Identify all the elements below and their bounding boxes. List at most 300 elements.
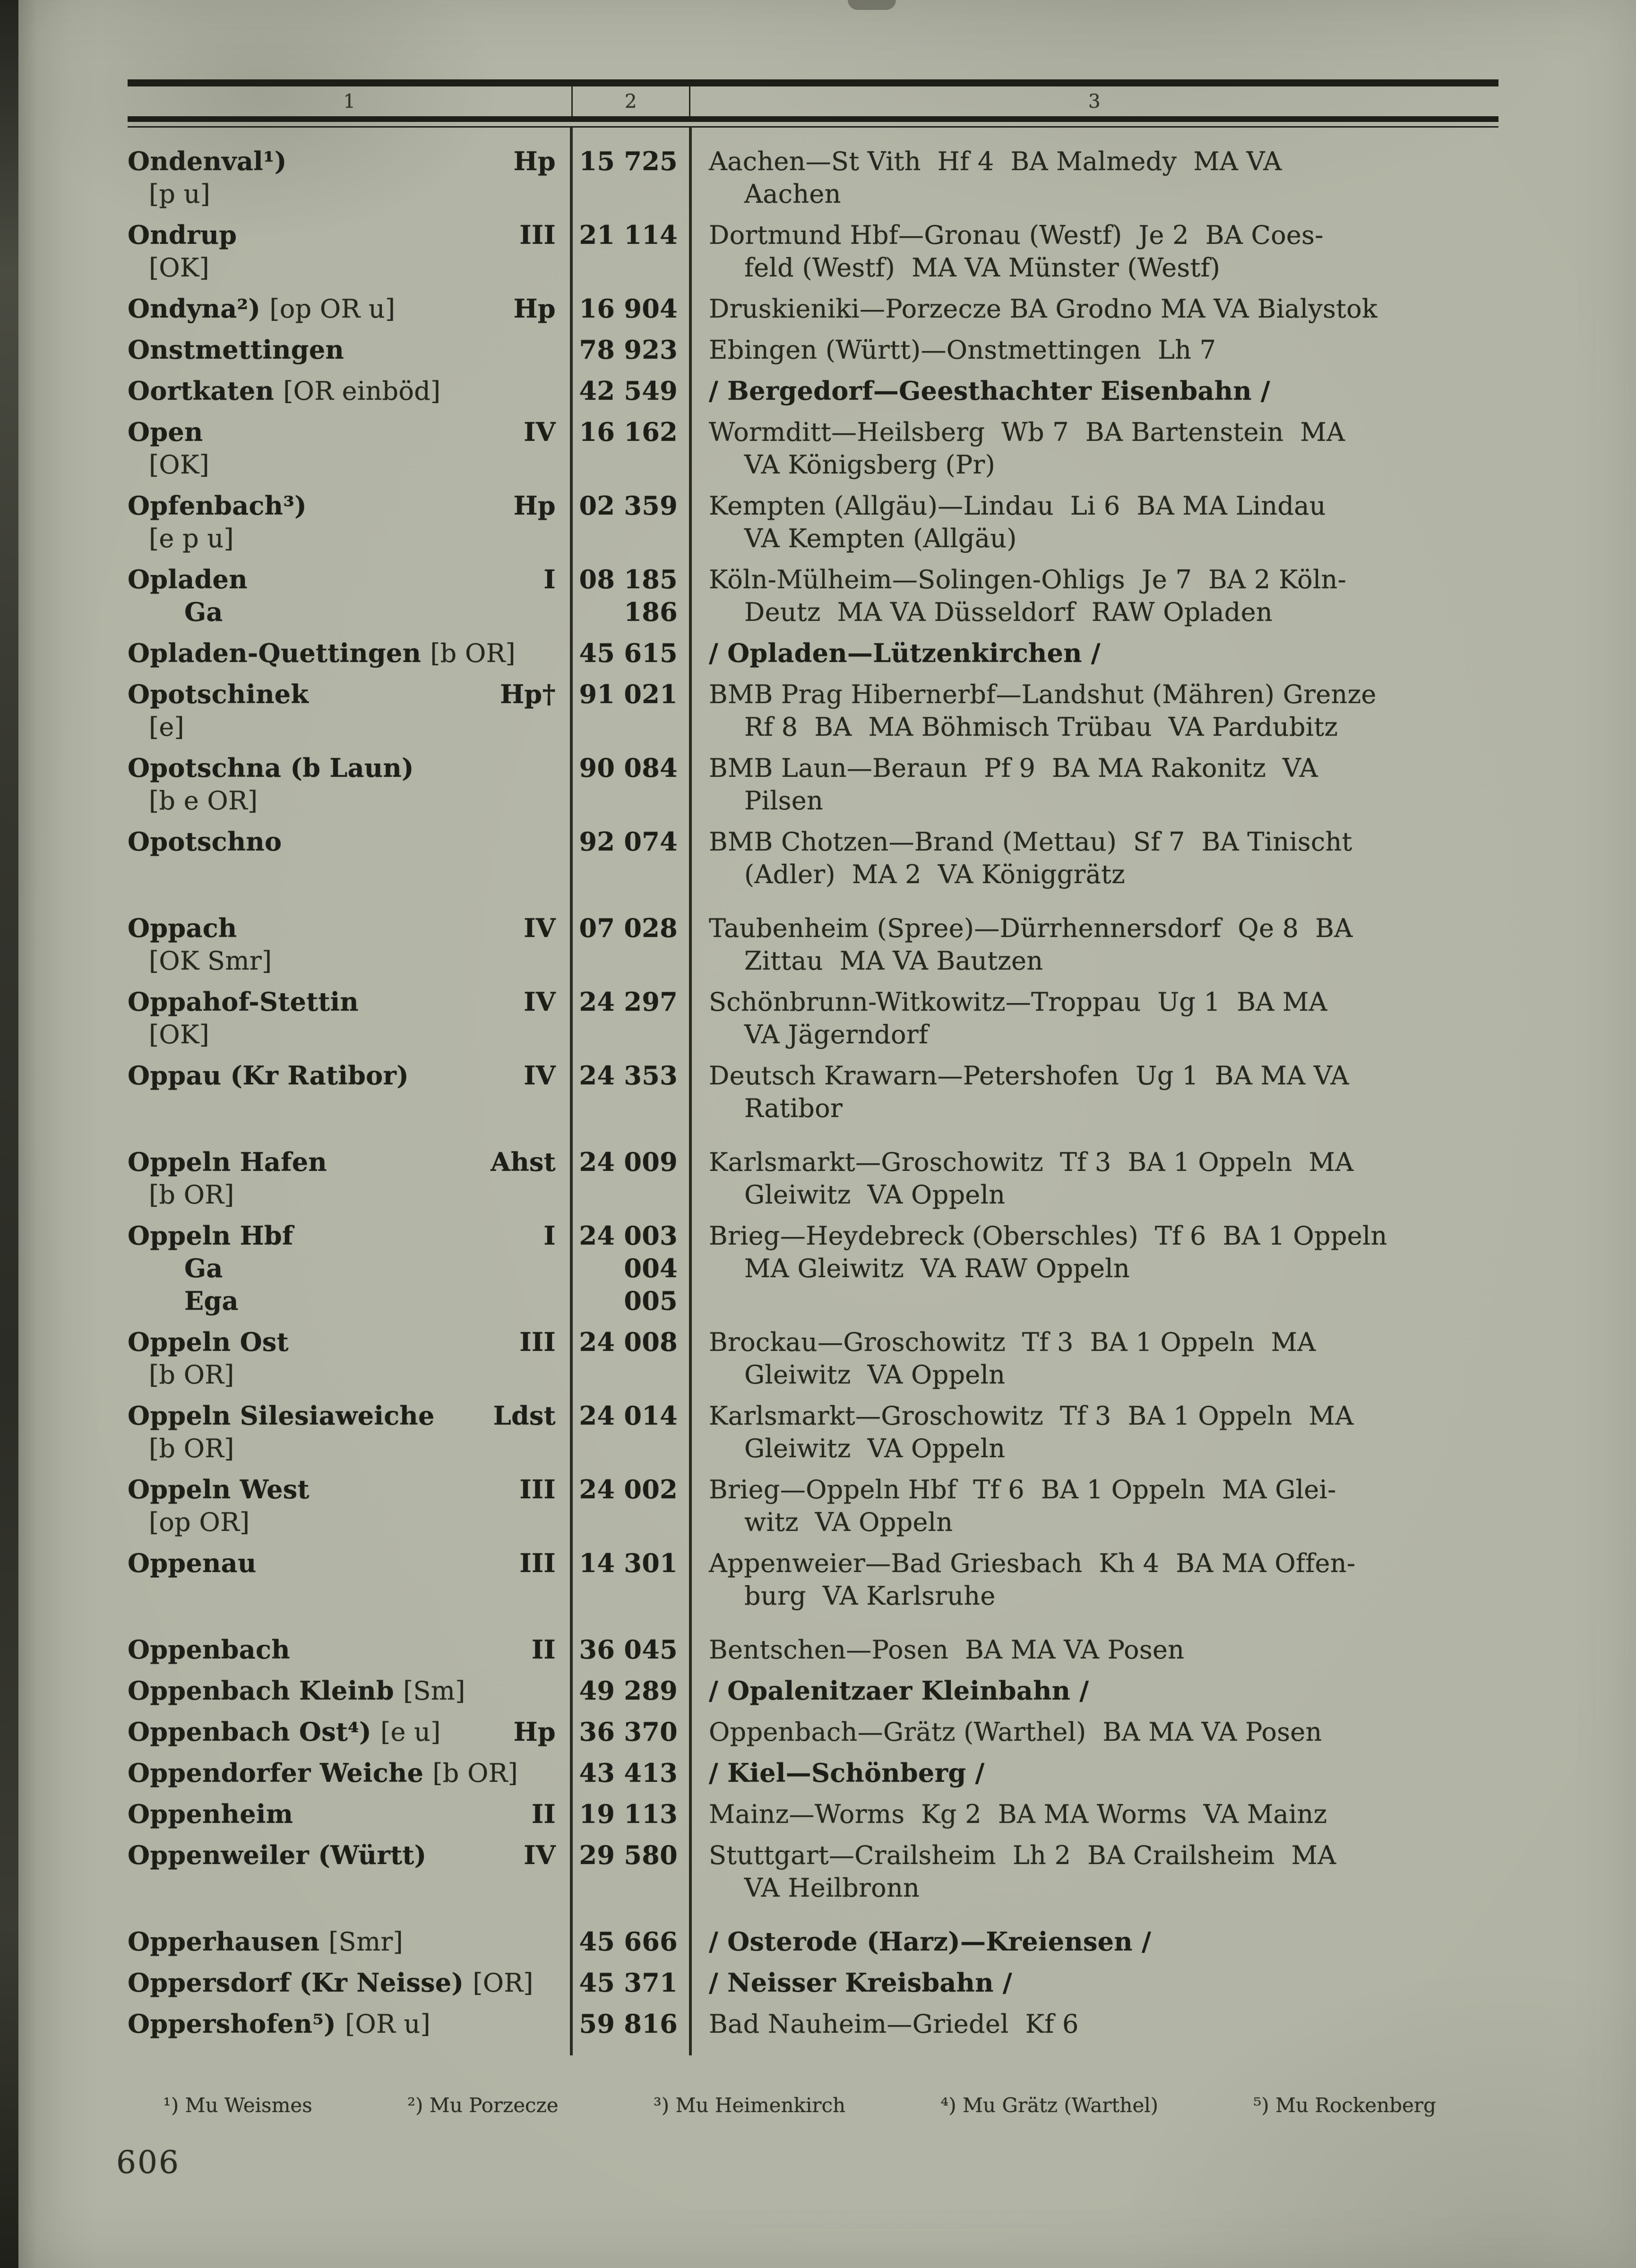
route-cell bbox=[690, 679, 1498, 744]
station-annotation: [b OR] bbox=[149, 1435, 234, 1464]
station-number: 36 370 bbox=[579, 1718, 678, 1748]
station-number: 59 816 bbox=[579, 2010, 678, 2040]
station-name-cell bbox=[128, 1717, 571, 1749]
table-row bbox=[128, 1548, 1498, 1613]
route-line: Gleiwitz VA Oppeln bbox=[744, 1435, 1006, 1464]
route-cell bbox=[690, 220, 1498, 285]
route-line: Mainz—Worms Kg 2 BA MA Worms VA Mainz bbox=[709, 1800, 1327, 1830]
station-number-cell bbox=[571, 679, 690, 744]
station-name-cell bbox=[128, 376, 571, 408]
station-number-cell bbox=[571, 564, 690, 629]
table-top-rule bbox=[128, 79, 1498, 86]
route-line: (Adler) MA 2 VA Königgrätz bbox=[744, 860, 1125, 890]
station-number-cell bbox=[571, 2009, 690, 2041]
station-name-line bbox=[128, 1286, 571, 1318]
station-name-line bbox=[128, 1253, 571, 1286]
station-name-line bbox=[128, 1926, 571, 1959]
route-line: witz VA Oppeln bbox=[744, 1508, 953, 1538]
route-cell bbox=[690, 1758, 1498, 1790]
route-line: VA Heilbronn bbox=[744, 1874, 920, 1904]
station-name-line bbox=[128, 449, 571, 482]
route-cell bbox=[690, 1967, 1498, 2000]
station-name: Ondrup bbox=[128, 221, 237, 251]
route-line: Appenweier—Bad Griesbach Kh 4 BA MA Offen- bbox=[709, 1549, 1356, 1579]
table-row bbox=[128, 987, 1498, 1052]
station-name-cell bbox=[128, 1400, 571, 1466]
route-line: MA Gleiwitz VA RAW Oppeln bbox=[744, 1254, 1130, 1284]
station-annotation: [OK] bbox=[149, 254, 209, 284]
station-name-line bbox=[128, 1758, 571, 1790]
route-line: Schönbrunn-Witkowitz—Troppau Ug 1 BA MA bbox=[709, 988, 1327, 1018]
route-line: Ratibor bbox=[744, 1094, 843, 1124]
station-name: Oppeln West bbox=[128, 1476, 310, 1505]
station-name-line bbox=[128, 1548, 571, 1581]
route-line: / Osterode (Harz)—Kreiensen / bbox=[709, 1928, 1151, 1958]
route-line: Pilsen bbox=[744, 787, 824, 816]
station-name: Oppach bbox=[128, 914, 237, 944]
footnote-3: ³) Mu Heimenkirch bbox=[653, 2095, 846, 2118]
route-line: Bad Nauheim—Griedel Kf 6 bbox=[709, 2010, 1079, 2040]
route-cell bbox=[690, 753, 1498, 818]
route-cell bbox=[690, 826, 1498, 892]
route-line: Oppenbach—Grätz (Warthel) BA MA VA Posen bbox=[709, 1718, 1322, 1748]
station-name: Oppeln Ost bbox=[128, 1328, 289, 1358]
route-line: Rf 8 BA MA Böhmisch Trübau VA Pardubitz bbox=[744, 713, 1338, 743]
route-cell bbox=[690, 564, 1498, 629]
station-name-cell bbox=[128, 1926, 571, 1959]
station-name-line bbox=[128, 1840, 571, 1873]
station-number-cell bbox=[571, 1634, 690, 1667]
station-annotation: [b OR] bbox=[430, 639, 516, 669]
route-line: Stuttgart—Crailsheim Lh 2 BA Crailsheim MA bbox=[709, 1841, 1336, 1871]
route-line: / Opladen—Lützenkirchen / bbox=[709, 639, 1101, 669]
route-cell bbox=[690, 146, 1498, 211]
station-name-cell bbox=[128, 826, 571, 892]
page-number: 606 bbox=[116, 2146, 180, 2182]
station-name-line bbox=[128, 987, 571, 1019]
station-name-cell bbox=[128, 417, 571, 482]
station-name-cell bbox=[128, 1474, 571, 1539]
station-name-line bbox=[128, 376, 571, 408]
column-divider-2 bbox=[689, 128, 691, 2055]
station-name-cell bbox=[128, 1634, 571, 1667]
station-name-cell bbox=[128, 1060, 571, 1125]
footnote-5: ⁵) Mu Rockenberg bbox=[1253, 2095, 1436, 2118]
station-name-line bbox=[128, 638, 571, 670]
table-row bbox=[128, 335, 1498, 367]
table-row bbox=[128, 1840, 1498, 1905]
route-line: / Opalenitzaer Kleinbahn / bbox=[709, 1677, 1089, 1707]
station-name-cell bbox=[128, 753, 571, 818]
station-name-cell bbox=[128, 335, 571, 367]
station-name-cell bbox=[128, 1675, 571, 1708]
station-name: Ondenval¹) bbox=[128, 147, 287, 177]
station-number: 02 359 bbox=[579, 492, 678, 522]
station-name-cell bbox=[128, 1840, 571, 1905]
station-number: 90 084 bbox=[579, 754, 678, 784]
table-row bbox=[128, 1147, 1498, 1212]
station-number-cell bbox=[571, 1327, 690, 1392]
station-name-cell bbox=[128, 1758, 571, 1790]
station-name-cell bbox=[128, 987, 571, 1052]
station-name-line bbox=[128, 1967, 571, 2000]
table-row bbox=[128, 638, 1498, 670]
station-number-cell bbox=[571, 1717, 690, 1749]
station-name: Oppenbach Ost⁴) bbox=[128, 1718, 381, 1748]
station-class: Hp bbox=[513, 492, 556, 522]
station-name-cell bbox=[128, 146, 571, 211]
station-name-line bbox=[128, 1359, 571, 1392]
route-cell bbox=[690, 987, 1498, 1052]
route-line: Bentschen—Posen BA MA VA Posen bbox=[709, 1636, 1185, 1666]
table-row bbox=[128, 376, 1498, 408]
route-line: / Neisser Kreisbahn / bbox=[709, 1969, 1012, 1999]
table-row bbox=[128, 913, 1498, 978]
table-row bbox=[128, 1220, 1498, 1318]
station-number-cell bbox=[571, 1840, 690, 1905]
station-number: 42 549 bbox=[579, 377, 678, 407]
scan-artifact bbox=[848, 0, 896, 10]
route-line: BMB Prag Hibernerbf—Landshut (Mähren) Grenze bbox=[709, 680, 1377, 710]
station-name-line bbox=[128, 597, 571, 629]
station-annotation: [b OR] bbox=[149, 1361, 234, 1391]
station-number-cell bbox=[571, 417, 690, 482]
station-number-cell bbox=[571, 1926, 690, 1959]
table-row bbox=[128, 1474, 1498, 1539]
route-line: / Bergedorf—Geesthachter Eisenbahn / bbox=[709, 377, 1270, 407]
station-annotation: [OR] bbox=[473, 1969, 534, 1999]
station-name-line bbox=[128, 1717, 571, 1749]
station-number-cell bbox=[571, 1474, 690, 1539]
station-name-line bbox=[128, 1507, 571, 1539]
station-name: Oppersdorf (Kr Neisse) bbox=[128, 1969, 473, 1999]
route-line: feld (Westf) MA VA Münster (Westf) bbox=[744, 254, 1221, 284]
table-row bbox=[128, 417, 1498, 482]
station-name-line bbox=[128, 1060, 571, 1093]
station-number: 24 002 bbox=[579, 1476, 678, 1505]
station-name: Opfenbach³) bbox=[128, 492, 307, 522]
station-annotation: [op OR u] bbox=[269, 295, 396, 325]
route-line: Karlsmarkt—Groschowitz Tf 3 BA 1 Oppeln MA bbox=[709, 1402, 1354, 1432]
route-line: / Kiel—Schönberg / bbox=[709, 1759, 985, 1789]
route-cell bbox=[690, 2009, 1498, 2041]
station-number: 45 371 bbox=[579, 1969, 678, 1999]
station-number: 91 021 bbox=[579, 680, 678, 710]
station-name-line bbox=[128, 564, 571, 597]
station-name-line bbox=[128, 1220, 571, 1253]
station-name-line bbox=[128, 220, 571, 252]
station-name: Onstmettingen bbox=[128, 336, 344, 366]
station-name-cell bbox=[128, 913, 571, 978]
table-row bbox=[128, 1675, 1498, 1708]
route-cell bbox=[690, 1840, 1498, 1905]
route-cell bbox=[690, 1474, 1498, 1539]
station-annotation: [e] bbox=[149, 713, 184, 743]
route-line: VA Jägerndorf bbox=[744, 1021, 929, 1050]
station-number-cell bbox=[571, 1548, 690, 1613]
station-name: Oppeln Hafen bbox=[128, 1148, 327, 1178]
station-class: Hp bbox=[513, 295, 556, 325]
station-annotation: [OK] bbox=[149, 451, 209, 481]
route-cell bbox=[690, 293, 1498, 326]
station-name-line bbox=[128, 712, 571, 744]
station-class: Hp† bbox=[500, 680, 556, 710]
station-number-cell bbox=[571, 1967, 690, 2000]
station-number-cell bbox=[571, 1799, 690, 1831]
station-name-cell bbox=[128, 490, 571, 556]
station-number-cell bbox=[571, 335, 690, 367]
table-row bbox=[128, 826, 1498, 892]
route-cell bbox=[690, 913, 1498, 978]
station-annotation: [OR einböd] bbox=[283, 377, 441, 407]
station-annotation: [Sm] bbox=[403, 1677, 465, 1707]
station-class: IV bbox=[524, 418, 556, 448]
route-line: Gleiwitz VA Oppeln bbox=[744, 1181, 1006, 1211]
station-number-cell bbox=[571, 1220, 690, 1318]
station-number-cell bbox=[571, 293, 690, 326]
station-number: 19 113 bbox=[579, 1800, 678, 1830]
station-name-line bbox=[128, 146, 571, 179]
route-line: Brockau—Groschowitz Tf 3 BA 1 Oppeln MA bbox=[709, 1328, 1316, 1358]
route-line: Druskieniki—Porzecze BA Grodno MA VA Bialystok bbox=[709, 295, 1378, 325]
station-class: IV bbox=[524, 1841, 556, 1871]
route-line: Zittau MA VA Bautzen bbox=[744, 947, 1043, 977]
route-cell bbox=[690, 1675, 1498, 1708]
station-name: Opperhausen bbox=[128, 1928, 329, 1958]
station-number: 186 bbox=[624, 598, 678, 628]
station-name: Oortkaten bbox=[128, 377, 284, 407]
table-row bbox=[128, 679, 1498, 744]
station-name: Oppenbach bbox=[128, 1636, 290, 1666]
station-name: Oppenbach Kleinb bbox=[128, 1677, 404, 1707]
station-class: I bbox=[543, 566, 556, 595]
station-name: Ga bbox=[184, 1254, 223, 1284]
footnote-4: ⁴) Mu Grätz (Warthel) bbox=[940, 2095, 1159, 2118]
station-name: Opotschno bbox=[128, 828, 282, 858]
station-annotation: [op OR] bbox=[149, 1508, 250, 1538]
station-number: 45 666 bbox=[579, 1928, 678, 1958]
route-line: Deutz MA VA Düsseldorf RAW Opladen bbox=[744, 598, 1273, 628]
station-class: I bbox=[543, 1222, 556, 1252]
station-name-line bbox=[128, 2009, 571, 2041]
station-name-line bbox=[128, 293, 571, 326]
station-annotation: [e p u] bbox=[149, 524, 234, 554]
station-name: Oppeln Silesiaweiche bbox=[128, 1402, 435, 1432]
station-number: 45 615 bbox=[579, 639, 678, 669]
station-number: 21 114 bbox=[579, 221, 678, 251]
station-name-cell bbox=[128, 220, 571, 285]
route-cell bbox=[690, 1548, 1498, 1613]
station-class: IV bbox=[524, 988, 556, 1018]
table-row bbox=[128, 753, 1498, 818]
route-line: Köln-Mülheim—Solingen-Ohligs Je 7 BA 2 Köln- bbox=[709, 566, 1347, 595]
station-annotation: [OK Smr] bbox=[149, 947, 272, 977]
route-cell bbox=[690, 335, 1498, 367]
station-table bbox=[128, 79, 1498, 2055]
route-cell bbox=[690, 1799, 1498, 1831]
station-name-cell bbox=[128, 1799, 571, 1831]
route-cell bbox=[690, 1327, 1498, 1392]
route-line: Brieg—Heydebreck (Oberschles) Tf 6 BA 1 Oppeln bbox=[709, 1222, 1387, 1252]
station-number: 43 413 bbox=[579, 1759, 678, 1789]
station-name: Ega bbox=[184, 1287, 239, 1317]
station-number-cell bbox=[571, 913, 690, 978]
table-header-row bbox=[128, 86, 1498, 116]
station-name-line bbox=[128, 523, 571, 556]
station-name: Oppershofen⁵) bbox=[128, 2010, 345, 2040]
station-class: IV bbox=[524, 914, 556, 944]
station-number: 005 bbox=[624, 1287, 678, 1317]
route-line: Karlsmarkt—Groschowitz Tf 3 BA 1 Oppeln MA bbox=[709, 1148, 1354, 1178]
station-name-cell bbox=[128, 2009, 571, 2041]
footnote-1: ¹) Mu Weismes bbox=[163, 2095, 312, 2118]
station-number: 004 bbox=[624, 1254, 678, 1284]
station-number: 29 580 bbox=[579, 1841, 678, 1871]
station-name-cell bbox=[128, 1327, 571, 1392]
route-line: Deutsch Krawarn—Petershofen Ug 1 BA MA VA bbox=[709, 1062, 1349, 1091]
station-class: IV bbox=[524, 1062, 556, 1091]
station-annotation: [e u] bbox=[380, 1718, 441, 1748]
station-name-line bbox=[128, 753, 571, 785]
route-line: Taubenheim (Spree)—Dürrhennersdorf Qe 8 BA bbox=[709, 914, 1353, 944]
table-row bbox=[128, 1926, 1498, 1959]
station-number: 16 904 bbox=[579, 295, 678, 325]
station-name-cell bbox=[128, 679, 571, 744]
station-number-cell bbox=[571, 220, 690, 285]
station-name-line bbox=[128, 1433, 571, 1466]
route-line: Kempten (Allgäu)—Lindau Li 6 BA MA Lindau bbox=[709, 492, 1326, 522]
station-class: III bbox=[519, 221, 556, 251]
footnote-2: ²) Mu Porzecze bbox=[407, 2095, 559, 2118]
table-row bbox=[128, 564, 1498, 629]
route-cell bbox=[690, 638, 1498, 670]
station-number: 24 353 bbox=[579, 1062, 678, 1091]
table-row bbox=[128, 1717, 1498, 1749]
station-name-line bbox=[128, 252, 571, 285]
station-name: Opotschna (b Laun) bbox=[128, 754, 414, 784]
station-number-cell bbox=[571, 753, 690, 818]
station-annotation: [OK] bbox=[149, 1021, 209, 1050]
station-name-line bbox=[128, 913, 571, 945]
route-line: burg VA Karlsruhe bbox=[744, 1582, 996, 1612]
table-row bbox=[128, 1327, 1498, 1392]
station-name-line bbox=[128, 1179, 571, 1212]
station-name-cell bbox=[128, 1147, 571, 1212]
station-name-cell bbox=[128, 564, 571, 629]
table-body bbox=[128, 128, 1498, 2055]
station-name-line bbox=[128, 417, 571, 449]
station-number: 15 725 bbox=[579, 147, 678, 177]
station-number: 14 301 bbox=[579, 1549, 678, 1579]
station-name-cell bbox=[128, 1548, 571, 1613]
station-number-cell bbox=[571, 1147, 690, 1212]
route-cell bbox=[690, 1060, 1498, 1125]
station-class: II bbox=[531, 1800, 556, 1830]
station-annotation: [b e OR] bbox=[149, 787, 258, 816]
station-name: Oppenau bbox=[128, 1549, 257, 1579]
station-annotation: [OR u] bbox=[345, 2010, 431, 2040]
route-line: VA Kempten (Allgäu) bbox=[744, 524, 1017, 554]
route-line: Gleiwitz VA Oppeln bbox=[744, 1361, 1006, 1391]
column-header-1: 1 bbox=[343, 90, 356, 113]
station-number-cell bbox=[571, 638, 690, 670]
station-class: III bbox=[519, 1328, 556, 1358]
route-cell bbox=[690, 1220, 1498, 1318]
station-number: 24 003 bbox=[579, 1222, 678, 1252]
station-number: 78 923 bbox=[579, 336, 678, 366]
station-number: 49 289 bbox=[579, 1677, 678, 1707]
station-name: Opladen bbox=[128, 566, 248, 595]
route-cell bbox=[690, 1400, 1498, 1466]
station-number-cell bbox=[571, 826, 690, 892]
station-number-cell bbox=[571, 1400, 690, 1466]
table-row bbox=[128, 490, 1498, 556]
station-number-cell bbox=[571, 1060, 690, 1125]
station-number-cell bbox=[571, 146, 690, 211]
station-name-line bbox=[128, 179, 571, 211]
station-number: 92 074 bbox=[579, 828, 678, 858]
station-number: 24 297 bbox=[579, 988, 678, 1018]
route-line: Wormditt—Heilsberg Wb 7 BA Bartenstein MA bbox=[709, 418, 1345, 448]
station-class: III bbox=[519, 1549, 556, 1579]
table-row bbox=[128, 1634, 1498, 1667]
column-header-3: 3 bbox=[1088, 90, 1101, 113]
route-cell bbox=[690, 1634, 1498, 1667]
table-row bbox=[128, 220, 1498, 285]
route-line: VA Königsberg (Pr) bbox=[744, 451, 995, 481]
route-line: BMB Laun—Beraun Pf 9 BA MA Rakonitz VA bbox=[709, 754, 1318, 784]
station-name: Oppeln Hbf bbox=[128, 1222, 293, 1252]
station-number: 08 185 bbox=[579, 566, 678, 595]
station-number-cell bbox=[571, 1758, 690, 1790]
station-name: Open bbox=[128, 418, 203, 448]
route-line: Aachen—St Vith Hf 4 BA Malmedy MA VA bbox=[709, 147, 1282, 177]
station-number-cell bbox=[571, 1675, 690, 1708]
route-line: Aachen bbox=[744, 180, 841, 210]
route-cell bbox=[690, 417, 1498, 482]
route-cell bbox=[690, 1717, 1498, 1749]
station-class: II bbox=[531, 1636, 556, 1666]
table-row bbox=[128, 1967, 1498, 2000]
station-name: Oppenheim bbox=[128, 1800, 293, 1830]
station-name-line bbox=[128, 1474, 571, 1507]
route-cell bbox=[690, 490, 1498, 556]
route-line: Ebingen (Württ)—Onstmettingen Lh 7 bbox=[709, 336, 1216, 366]
station-name-line bbox=[128, 1675, 571, 1708]
station-name: Oppendorfer Weiche bbox=[128, 1759, 433, 1789]
footnotes-row bbox=[163, 2095, 1436, 2118]
station-name: Opotschinek bbox=[128, 680, 309, 710]
station-annotation: [b OR] bbox=[149, 1181, 234, 1211]
route-cell bbox=[690, 376, 1498, 408]
route-cell bbox=[690, 1926, 1498, 1959]
station-name-line bbox=[128, 826, 571, 859]
station-number: 36 045 bbox=[579, 1636, 678, 1666]
station-class: Ldst bbox=[493, 1402, 556, 1432]
station-name-line bbox=[128, 1634, 571, 1667]
station-name-cell bbox=[128, 1967, 571, 2000]
station-name-line bbox=[128, 785, 571, 818]
station-number: 24 009 bbox=[579, 1148, 678, 1178]
station-number: 24 008 bbox=[579, 1328, 678, 1358]
station-number-cell bbox=[571, 490, 690, 556]
station-name: Oppau (Kr Ratibor) bbox=[128, 1062, 409, 1091]
station-name-cell bbox=[128, 1220, 571, 1318]
station-name-cell bbox=[128, 293, 571, 326]
station-number: 16 162 bbox=[579, 418, 678, 448]
station-name-line bbox=[128, 945, 571, 978]
station-name: Ga bbox=[184, 598, 223, 628]
